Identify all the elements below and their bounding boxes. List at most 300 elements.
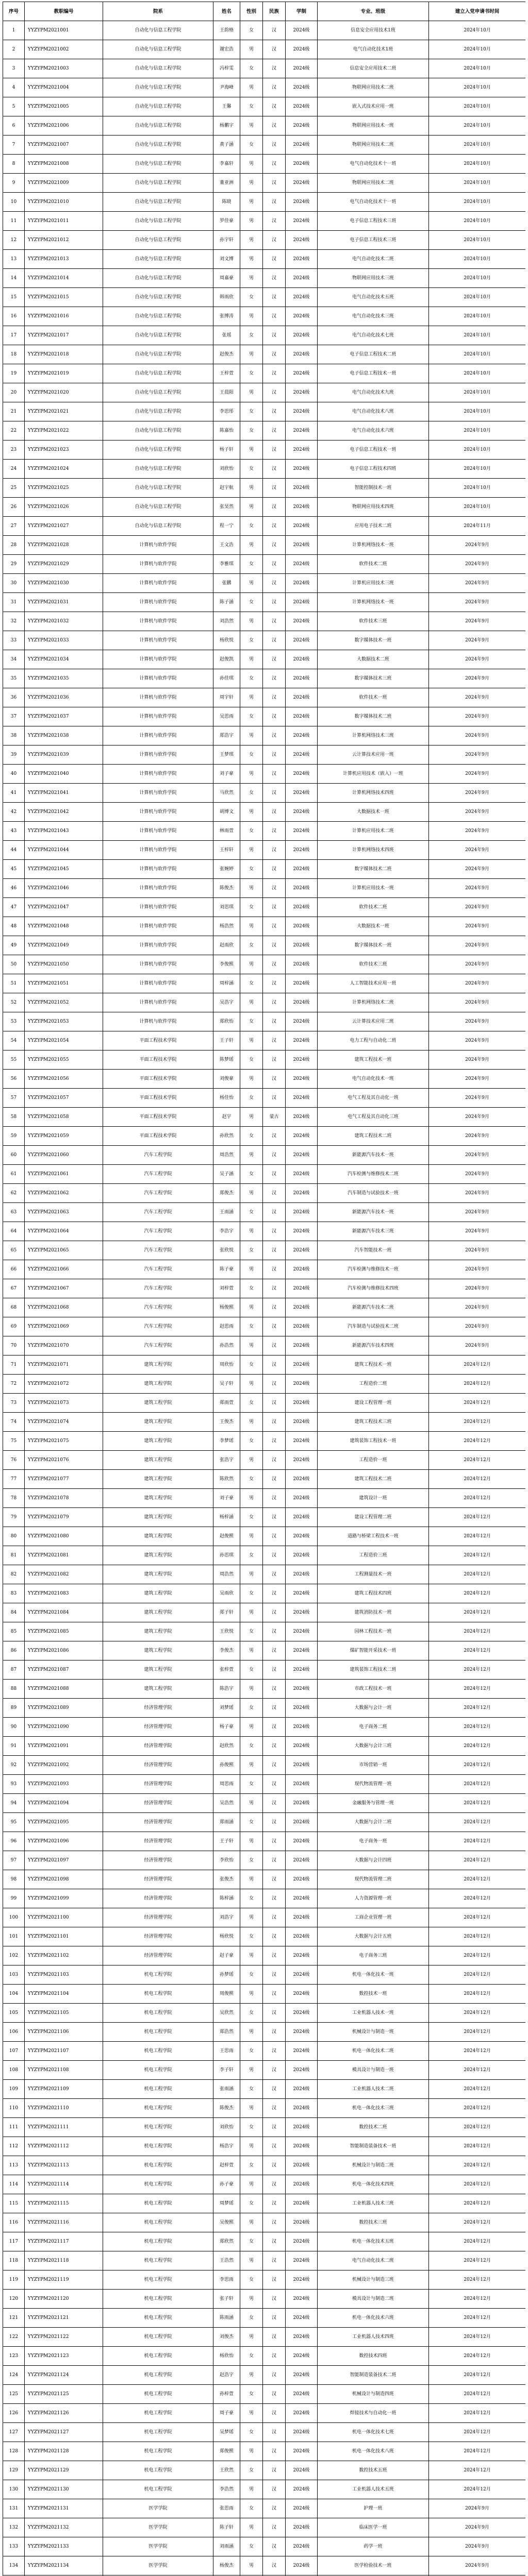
- cell-ethnicity: 汉: [263, 440, 286, 460]
- cell-application-date: 2024年9月: [429, 612, 526, 631]
- cell-major-class: 计算机网络技术四班: [318, 784, 429, 803]
- cell-grade: 2024级: [286, 688, 318, 707]
- cell-id: YYZYPM2021025: [25, 479, 103, 498]
- table-row: [3, 1031, 526, 1050]
- cell-grade: 2024级: [286, 1775, 318, 1794]
- table-row: [3, 2232, 526, 2251]
- cell-ethnicity: 汉: [263, 2194, 286, 2213]
- cell-grade: 2024级: [286, 669, 318, 688]
- cell-major-class: 嵌入式技术应用一班: [318, 97, 429, 116]
- cell-gender: 女: [240, 1394, 263, 1413]
- cell-college: 经济管理学院: [103, 1851, 213, 1870]
- cell-gender: 男: [240, 1070, 263, 1089]
- cell-grade: 2024级: [286, 1375, 318, 1394]
- cell-grade: 2024级: [286, 2156, 318, 2175]
- cell-major-class: 市政工程技术一班: [318, 1680, 429, 1699]
- cell-id: YYZYPM2021129: [25, 2461, 103, 2480]
- cell-grade: 2024级: [286, 974, 318, 993]
- cell-major-class: 数字媒体技术二班: [318, 707, 429, 726]
- cell-college: 平面工程技术学院: [103, 1108, 213, 1127]
- cell-major-class: 智能控制技术一班: [318, 479, 429, 498]
- cell-college: 经济管理学院: [103, 1756, 213, 1775]
- table-row: [3, 860, 526, 879]
- cell-ethnicity: 汉: [263, 97, 286, 116]
- cell-gender: 女: [240, 1927, 263, 1946]
- cell-ethnicity: 汉: [263, 2080, 286, 2099]
- cell-major-class: 大数据与会计二班: [318, 1813, 429, 1832]
- cell-application-date: 2024年9月: [429, 993, 526, 1012]
- cell-serial: 69: [3, 1317, 25, 1336]
- cell-id: YYZYPM2021009: [25, 174, 103, 193]
- cell-college: 建筑工程学院: [103, 1527, 213, 1546]
- cell-college: 自动化与信息工程学院: [103, 269, 213, 288]
- cell-serial: 17: [3, 326, 25, 345]
- cell-application-date: 2024年10月: [429, 212, 526, 231]
- cell-ethnicity: 汉: [263, 555, 286, 574]
- cell-name: 孙浩然: [213, 1336, 240, 1355]
- cell-serial: 6: [3, 116, 25, 135]
- cell-grade: 2024级: [286, 517, 318, 536]
- cell-application-date: 2024年12月: [429, 1756, 526, 1775]
- cell-grade: 2024级: [286, 2004, 318, 2023]
- cell-application-date: 2024年12月: [429, 2004, 526, 2023]
- cell-gender: 女: [240, 1089, 263, 1108]
- cell-name: 吴子轩: [213, 1375, 240, 1394]
- table-row: [3, 745, 526, 765]
- cell-serial: 90: [3, 1718, 25, 1737]
- cell-college: 机电工程学院: [103, 2480, 213, 2499]
- cell-serial: 77: [3, 1470, 25, 1489]
- cell-ethnicity: 汉: [263, 2099, 286, 2118]
- cell-gender: 男: [240, 1680, 263, 1699]
- cell-college: 自动化与信息工程学院: [103, 59, 213, 78]
- cell-major-class: 建筑工程技术一班: [318, 1050, 429, 1070]
- cell-ethnicity: 汉: [263, 2556, 286, 2575]
- cell-ethnicity: 汉: [263, 21, 286, 40]
- cell-id: YYZYPM2021059: [25, 1127, 103, 1146]
- cell-application-date: 2024年12月: [429, 1737, 526, 1756]
- cell-id: YYZYPM2021021: [25, 402, 103, 421]
- cell-grade: 2024级: [286, 2499, 318, 2518]
- cell-grade: 2024级: [286, 421, 318, 440]
- table-row: [3, 898, 526, 917]
- cell-major-class: 工业机器人技术三班: [318, 2194, 429, 2213]
- cell-major-class: 新能源汽车技术三班: [318, 1222, 429, 1241]
- cell-application-date: 2024年12月: [429, 1413, 526, 1432]
- cell-serial: 85: [3, 1622, 25, 1641]
- cell-major-class: 模具设计与制造一班: [318, 2061, 429, 2080]
- cell-serial: 118: [3, 2251, 25, 2270]
- cell-college: 自动化与信息工程学院: [103, 78, 213, 97]
- cell-ethnicity: 汉: [263, 479, 286, 498]
- cell-college: 汽车工程学院: [103, 1203, 213, 1222]
- cell-gender: 男: [240, 612, 263, 631]
- cell-application-date: 2024年12月: [429, 2194, 526, 2213]
- cell-name: 刘浩宇: [213, 1908, 240, 1927]
- cell-grade: 2024级: [286, 1070, 318, 1089]
- cell-grade: 2024级: [286, 2042, 318, 2061]
- cell-application-date: 2024年12月: [429, 1470, 526, 1489]
- header-id: 教职编号: [25, 2, 103, 21]
- cell-major-class: 电气自动化技术十一班: [318, 155, 429, 174]
- cell-serial: 2: [3, 40, 25, 59]
- cell-ethnicity: 汉: [263, 40, 286, 59]
- cell-ethnicity: 汉: [263, 1012, 286, 1031]
- cell-application-date: 2024年10月: [429, 421, 526, 440]
- cell-major-class: 物联网应用技术二班: [318, 78, 429, 97]
- cell-name: 刘思琪: [213, 898, 240, 917]
- table-row: [3, 1394, 526, 1413]
- cell-name: 李子轩: [213, 2061, 240, 2080]
- cell-grade: 2024级: [286, 1927, 318, 1946]
- cell-name: 刘子豪: [213, 765, 240, 784]
- cell-major-class: 软件技术二班: [318, 898, 429, 917]
- table-row: [3, 1317, 526, 1336]
- cell-name: 周嘉豪: [213, 269, 240, 288]
- cell-serial: 84: [3, 1603, 25, 1622]
- cell-college: 机电工程学院: [103, 1965, 213, 1985]
- table-row: [3, 726, 526, 745]
- cell-name: 陈梦瑶: [213, 1050, 240, 1070]
- cell-id: YYZYPM2021088: [25, 1680, 103, 1699]
- cell-application-date: 2024年10月: [429, 460, 526, 479]
- cell-major-class: 计算机网络技术一班: [318, 593, 429, 612]
- cell-serial: 29: [3, 555, 25, 574]
- table-row: [3, 460, 526, 479]
- cell-name: 张婉婷: [213, 860, 240, 879]
- cell-college: 计算机与软件学院: [103, 784, 213, 803]
- cell-serial: 121: [3, 2309, 25, 2328]
- table-row: [3, 1584, 526, 1603]
- cell-id: YYZYPM2021097: [25, 1851, 103, 1870]
- cell-major-class: 建设工程管理一班: [318, 1394, 429, 1413]
- cell-college: 经济管理学院: [103, 1794, 213, 1813]
- cell-serial: 80: [3, 1527, 25, 1546]
- cell-grade: 2024级: [286, 1641, 318, 1660]
- cell-name: 赵俊熙: [213, 1527, 240, 1546]
- cell-ethnicity: 汉: [263, 1718, 286, 1737]
- cell-grade: 2024级: [286, 2175, 318, 2194]
- cell-gender: 女: [240, 936, 263, 955]
- cell-application-date: 2024年12月: [429, 1794, 526, 1813]
- cell-ethnicity: 汉: [263, 955, 286, 974]
- cell-name: 王韵格: [213, 21, 240, 40]
- cell-college: 计算机与软件学院: [103, 593, 213, 612]
- cell-id: YYZYPM2021070: [25, 1336, 103, 1355]
- cell-ethnicity: 汉: [263, 669, 286, 688]
- cell-id: YYZYPM2021036: [25, 688, 103, 707]
- cell-grade: 2024级: [286, 345, 318, 364]
- table-row: [3, 1527, 526, 1546]
- cell-grade: 2024级: [286, 936, 318, 955]
- cell-application-date: 2024年12月: [429, 2156, 526, 2175]
- cell-ethnicity: 汉: [263, 59, 286, 78]
- table-row: [3, 2290, 526, 2309]
- cell-college: 自动化与信息工程学院: [103, 345, 213, 364]
- cell-ethnicity: 汉: [263, 2213, 286, 2232]
- cell-name: 郑浩宇: [213, 726, 240, 745]
- cell-ethnicity: 汉: [263, 1851, 286, 1870]
- header-grade: 学制: [286, 2, 318, 21]
- cell-ethnicity: 汉: [263, 2518, 286, 2537]
- table-row: [3, 21, 526, 40]
- cell-major-class: 智能制造装备技术二班: [318, 2366, 429, 2385]
- table-row: [3, 2004, 526, 2023]
- cell-gender: 男: [240, 345, 263, 364]
- cell-gender: 女: [240, 1127, 263, 1146]
- cell-id: YYZYPM2021011: [25, 212, 103, 231]
- table-row: [3, 2118, 526, 2137]
- cell-id: YYZYPM2021001: [25, 21, 103, 40]
- cell-college: 计算机与软件学院: [103, 688, 213, 707]
- cell-gender: 男: [240, 917, 263, 936]
- cell-major-class: 电子商务二班: [318, 1718, 429, 1737]
- cell-gender: 女: [240, 1622, 263, 1641]
- cell-application-date: 2024年9月: [429, 1279, 526, 1298]
- cell-ethnicity: 汉: [263, 1832, 286, 1851]
- cell-college: 汽车工程学院: [103, 1184, 213, 1203]
- cell-major-class: 建筑消防技术一班: [318, 1603, 429, 1622]
- cell-name: 李思彤: [213, 402, 240, 421]
- cell-serial: 52: [3, 993, 25, 1012]
- cell-name: 王馨: [213, 97, 240, 116]
- cell-college: 医学学院: [103, 2556, 213, 2575]
- cell-application-date: 2024年9月: [429, 1241, 526, 1260]
- cell-gender: 男: [240, 479, 263, 498]
- cell-major-class: 云计算技术应用二班: [318, 1012, 429, 1031]
- cell-grade: 2024级: [286, 1527, 318, 1546]
- table-row: [3, 2213, 526, 2232]
- cell-id: YYZYPM2021067: [25, 1279, 103, 1298]
- cell-major-class: 道路与桥梁工程技术一班: [318, 1527, 429, 1546]
- cell-major-class: 建筑装饰工程技术一班: [318, 1432, 429, 1451]
- cell-application-date: 2024年9月: [429, 955, 526, 974]
- cell-grade: 2024级: [286, 1413, 318, 1432]
- cell-ethnicity: 汉: [263, 841, 286, 860]
- cell-application-date: 2024年9月: [429, 669, 526, 688]
- cell-serial: 16: [3, 307, 25, 326]
- cell-id: YYZYPM2021074: [25, 1413, 103, 1432]
- cell-ethnicity: 汉: [263, 1794, 286, 1813]
- cell-application-date: 2024年9月: [429, 726, 526, 745]
- cell-id: YYZYPM2021077: [25, 1470, 103, 1489]
- cell-application-date: 2024年10月: [429, 307, 526, 326]
- cell-gender: 女: [240, 631, 263, 650]
- cell-college: 自动化与信息工程学院: [103, 440, 213, 460]
- cell-id: YYZYPM2021002: [25, 40, 103, 59]
- cell-ethnicity: 汉: [263, 1775, 286, 1794]
- cell-gender: 男: [240, 1489, 263, 1508]
- cell-ethnicity: 汉: [263, 1985, 286, 2004]
- cell-application-date: 2024年12月: [429, 2480, 526, 2499]
- table-row: [3, 2309, 526, 2328]
- cell-gender: 男: [240, 2175, 263, 2194]
- cell-gender: 男: [240, 155, 263, 174]
- cell-gender: 男: [240, 2404, 263, 2423]
- cell-major-class: 数控技术一班: [318, 1985, 429, 2004]
- table-row: [3, 1603, 526, 1622]
- cell-major-class: 大数据与会计一班: [318, 1699, 429, 1718]
- cell-application-date: 2024年9月: [429, 1222, 526, 1241]
- cell-application-date: 2024年10月: [429, 97, 526, 116]
- table-row: [3, 1146, 526, 1165]
- cell-id: YYZYPM2021019: [25, 364, 103, 383]
- cell-id: YYZYPM2021052: [25, 993, 103, 1012]
- cell-id: YYZYPM2021044: [25, 841, 103, 860]
- cell-grade: 2024级: [286, 307, 318, 326]
- cell-college: 计算机与软件学院: [103, 555, 213, 574]
- cell-grade: 2024级: [286, 1336, 318, 1355]
- cell-major-class: 大数据技术一班: [318, 917, 429, 936]
- cell-name: 张思雨: [213, 2499, 240, 2518]
- cell-application-date: 2024年9月: [429, 803, 526, 822]
- cell-grade: 2024级: [286, 2404, 318, 2423]
- cell-major-class: 机电一体化技术四班: [318, 2175, 429, 2194]
- cell-college: 平面工程技术学院: [103, 1127, 213, 1146]
- table-row: [3, 1432, 526, 1451]
- cell-college: 机电工程学院: [103, 2004, 213, 2023]
- cell-college: 机电工程学院: [103, 2156, 213, 2175]
- cell-gender: 男: [240, 2023, 263, 2042]
- table-row: [3, 1622, 526, 1641]
- student-list-sheet: [3, 2, 525, 2576]
- table-row: [3, 955, 526, 974]
- cell-college: 汽车工程学院: [103, 1298, 213, 1317]
- cell-grade: 2024级: [286, 1565, 318, 1584]
- cell-ethnicity: 汉: [263, 1394, 286, 1413]
- cell-serial: 87: [3, 1660, 25, 1680]
- cell-application-date: 2024年9月: [429, 1070, 526, 1089]
- cell-grade: 2024级: [286, 2480, 318, 2499]
- cell-id: YYZYPM2021033: [25, 631, 103, 650]
- cell-major-class: 电气自动化技术1班: [318, 40, 429, 59]
- cell-name: 孙佳琪: [213, 669, 240, 688]
- cell-serial: 125: [3, 2385, 25, 2404]
- cell-name: 程一宁: [213, 517, 240, 536]
- cell-ethnicity: 汉: [263, 2118, 286, 2137]
- cell-application-date: 2024年9月: [429, 1298, 526, 1317]
- cell-grade: 2024级: [286, 879, 318, 898]
- cell-gender: 女: [240, 2309, 263, 2328]
- cell-grade: 2024级: [286, 440, 318, 460]
- cell-name: 杨梓涵: [213, 1508, 240, 1527]
- cell-grade: 2024级: [286, 1146, 318, 1165]
- cell-application-date: 2024年10月: [429, 383, 526, 402]
- cell-application-date: 2024年9月: [429, 936, 526, 955]
- cell-ethnicity: 汉: [263, 974, 286, 993]
- cell-major-class: 计算机应用技术一班: [318, 879, 429, 898]
- cell-grade: 2024级: [286, 1355, 318, 1375]
- cell-application-date: 2024年12月: [429, 1908, 526, 1927]
- cell-name: 刘欣怡: [213, 460, 240, 479]
- cell-gender: 女: [240, 2080, 263, 2099]
- cell-ethnicity: 汉: [263, 2270, 286, 2290]
- cell-name: 刘子豪: [213, 1489, 240, 1508]
- table-row: [3, 1565, 526, 1584]
- cell-major-class: 建筑工程技术二班: [318, 1470, 429, 1489]
- cell-gender: 男: [240, 1222, 263, 1241]
- cell-gender: 男: [240, 1946, 263, 1965]
- cell-grade: 2024级: [286, 1908, 318, 1927]
- cell-application-date: 2024年9月: [429, 2537, 526, 2556]
- cell-ethnicity: 汉: [263, 707, 286, 726]
- cell-id: YYZYPM2021084: [25, 1603, 103, 1622]
- table-row: [3, 1965, 526, 1985]
- cell-grade: 2024级: [286, 2461, 318, 2480]
- cell-id: YYZYPM2021082: [25, 1565, 103, 1584]
- cell-gender: 女: [240, 421, 263, 440]
- cell-id: YYZYPM2021038: [25, 726, 103, 745]
- table-row: [3, 1927, 526, 1946]
- cell-ethnicity: 汉: [263, 174, 286, 193]
- table-row: [3, 936, 526, 955]
- table-row: [3, 2080, 526, 2099]
- cell-name: 王雨涵: [213, 1203, 240, 1222]
- cell-grade: 2024级: [286, 898, 318, 917]
- cell-college: 建筑工程学院: [103, 1641, 213, 1660]
- cell-grade: 2024级: [286, 1660, 318, 1680]
- cell-ethnicity: 汉: [263, 231, 286, 250]
- table-row: [3, 2061, 526, 2080]
- cell-serial: 59: [3, 1127, 25, 1146]
- cell-ethnicity: 汉: [263, 402, 286, 421]
- cell-college: 建筑工程学院: [103, 1546, 213, 1565]
- cell-grade: 2024级: [286, 1031, 318, 1050]
- cell-college: 自动化与信息工程学院: [103, 307, 213, 326]
- cell-gender: 男: [240, 2137, 263, 2156]
- cell-name: 陈俊杰: [213, 879, 240, 898]
- cell-gender: 女: [240, 2156, 263, 2175]
- cell-application-date: 2024年12月: [429, 2061, 526, 2080]
- cell-gender: 女: [240, 460, 263, 479]
- table-row: [3, 1985, 526, 2004]
- cell-grade: 2024级: [286, 1737, 318, 1756]
- cell-grade: 2024级: [286, 1699, 318, 1718]
- table-row: [3, 2385, 526, 2404]
- cell-major-class: 大数据与会计四班: [318, 1851, 429, 1870]
- cell-application-date: 2024年10月: [429, 59, 526, 78]
- cell-ethnicity: 汉: [263, 1489, 286, 1508]
- cell-gender: 女: [240, 1699, 263, 1718]
- cell-name: 吴子涵: [213, 1165, 240, 1184]
- cell-name: 陈欣然: [213, 1470, 240, 1489]
- cell-application-date: 2024年9月: [429, 765, 526, 784]
- cell-major-class: 信息安全应用技术1班: [318, 21, 429, 40]
- cell-id: YYZYPM2021094: [25, 1794, 103, 1813]
- cell-major-class: 建筑设计一班: [318, 1489, 429, 1508]
- cell-major-class: 机电一体化技术八班: [318, 2442, 429, 2461]
- cell-serial: 40: [3, 765, 25, 784]
- cell-ethnicity: 汉: [263, 936, 286, 955]
- cell-grade: 2024级: [286, 803, 318, 822]
- cell-grade: 2024级: [286, 59, 318, 78]
- table-row: [3, 479, 526, 498]
- cell-college: 平面工程技术学院: [103, 1070, 213, 1089]
- table-row: [3, 1832, 526, 1851]
- cell-id: YYZYPM2021115: [25, 2194, 103, 2213]
- table-row: [3, 2499, 526, 2518]
- cell-grade: 2024级: [286, 1718, 318, 1737]
- header-row: [3, 2, 526, 21]
- table-row: [3, 1355, 526, 1375]
- cell-serial: 23: [3, 440, 25, 460]
- cell-name: 张昊然: [213, 498, 240, 517]
- cell-ethnicity: 汉: [263, 1146, 286, 1165]
- cell-grade: 2024级: [286, 1089, 318, 1108]
- cell-name: 张浩宇: [213, 1451, 240, 1470]
- cell-serial: 19: [3, 364, 25, 383]
- cell-ethnicity: 汉: [263, 1260, 286, 1279]
